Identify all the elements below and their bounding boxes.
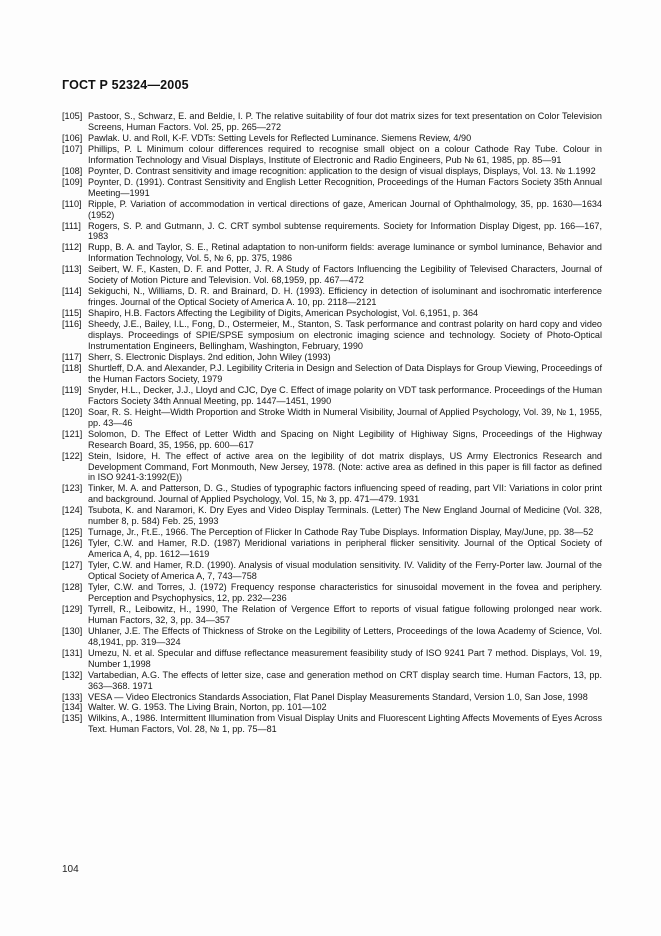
- reference-item: [62, 199, 602, 221]
- reference-number: [134]: [62, 702, 83, 713]
- reference-text: Tyrrell, R., Leibowitz, H., 1990, The Relation of Vergence Effort to reports of visual fatigue following prolonged near work. Human Factors, 32, 3, pp. 34—357: [88, 603, 602, 625]
- reference-item: [62, 221, 602, 243]
- reference-item: [62, 385, 602, 407]
- reference-text: Pawlak. U. and Roll, K-F. VDTs: Setting Levels for Reflected Luminance. Siemens Review, 4/90: [88, 132, 472, 143]
- reference-text: Vartabedian, A.G. The effects of letter size, case and generation method on CRT display search time. Human Factors, 13, pp. 363—368. 1971: [88, 669, 602, 691]
- reference-text: Sekiguchi, N., Williams, D. R. and Brainard, D. H. (1993). Efficiency in detection of isoluminant and isochromatic interference fringes. Journal of the Optical Society of America A. 10, pp. 2118—2121: [88, 286, 602, 308]
- reference-number: [114]: [62, 286, 82, 297]
- reference-list: [62, 111, 602, 735]
- reference-text: Rogers, S. P. and Gutmann, J. C. CRT symbol subtense requirements. Society for Information Display Digest, pp. 166—167, 1983: [88, 220, 602, 242]
- reference-number: [120]: [62, 406, 83, 417]
- reference-number: [105]: [62, 111, 83, 121]
- reference-item: [62, 308, 602, 319]
- reference-number: [132]: [62, 669, 83, 680]
- reference-text: Sherr, S. Electronic Displays. 2nd edition, John Wiley (1993): [88, 351, 331, 362]
- reference-text: Snyder, H.L., Decker, J.J., Lloyd and CJC, Dye C. Effect of image polarity on VDT task performance. Proceedings of the Human Factors Society 34th Annual Meeting, pp. 1447—1451, 1990: [88, 384, 602, 406]
- reference-item: [62, 363, 602, 385]
- reference-text: Tyler, C.W. and Hamer, R.D. (1990). Analysis of visual modulation sensitivity. IV. Validity of the Ferry-Porter law. Journal of the Optical Society of America A, 7, 743—758: [88, 560, 602, 582]
- reference-number: [121]: [62, 428, 83, 439]
- page-header-title: ГОСТ Р 52324—2005: [62, 78, 189, 92]
- reference-item: [62, 604, 602, 626]
- reference-item: [62, 286, 602, 308]
- reference-text: Sheedy, J.E., Bailey, I.L., Fong, D., Ostermeier, M., Stanton, S. Task performance and contrast polarity on hard copy and video displays. Proceedings of SPIE/SPSE symposium on electronic imaging science and technology. Society of Photo-Optical Instrumentation Engineers, Bellingham, Washington, February, 1990: [88, 319, 602, 352]
- reference-item: [62, 407, 602, 429]
- reference-number: [119]: [62, 384, 82, 395]
- reference-item: [62, 352, 602, 363]
- reference-text: Stein, Isidore, H. The effect of active area on the legibility of dot matrix displays, US Army Electronics Research and Development Command, Fort Monmouth, New Jersey, 1978. (Note: active area as defined in this paper is fill factor as defined in ISO 9241-3:1992(E)): [88, 450, 602, 483]
- reference-item: [62, 670, 602, 692]
- reference-text: Umezu, N. et al. Specular and diffuse reflectance measurement feasibility study of ISO 9241 Part 7 method. Displays, Vol. 19, Number 1,1998: [88, 647, 602, 669]
- reference-number: [113]: [62, 264, 82, 275]
- reference-number: [129]: [62, 603, 83, 614]
- reference-item: [62, 133, 602, 144]
- reference-item: [62, 264, 602, 286]
- reference-text: Soar, R. S. Height—Width Proportion and Stroke Width in Numeral Visibility, Journal of Applied Psychology, Vol. 39, № 1, 1955, pp. 43—46: [88, 406, 602, 428]
- reference-item: [62, 319, 602, 352]
- reference-text: Tyler, C.W. and Hamer, R.D. (1987) Meridional variations in peripheral flicker sensitivity. Journal of the Optical Society of America A, 4, pp. 1612—1619: [88, 538, 602, 560]
- reference-item: [62, 648, 602, 670]
- reference-text: Poynter, D. (1991). Contrast Sensitivity and English Letter Recognition, Proceedings of the Human Factors Society 35th Annual Meeting—1991: [88, 176, 602, 198]
- reference-item: [62, 144, 602, 166]
- reference-number: [116]: [62, 319, 82, 330]
- reference-number: [109]: [62, 176, 83, 187]
- reference-text: Ripple, P. Variation of accommodation in vertical directions of gaze, American Journal of Ophthalmology, 35, pp. 1630—1634 (1952): [88, 198, 602, 220]
- reference-number: [125]: [62, 527, 83, 538]
- reference-number: [111]: [62, 220, 81, 231]
- reference-number: [130]: [62, 625, 83, 636]
- reference-item: [62, 702, 602, 713]
- reference-number: [124]: [62, 505, 83, 516]
- reference-item: [62, 692, 602, 703]
- reference-item: [62, 582, 602, 604]
- reference-item: [62, 166, 602, 177]
- reference-text: Turnage, Jr., Ft.E., 1966. The Perception of Flicker In Cathode Ray Tube Displays. Information Display, May/June, pp. 38—52: [88, 527, 594, 538]
- reference-number: [128]: [62, 581, 83, 592]
- reference-item: [62, 177, 602, 199]
- reference-number: [107]: [62, 143, 83, 154]
- reference-item: [62, 242, 602, 264]
- reference-number: [115]: [62, 308, 82, 319]
- reference-text: Tyler, C.W. and Torres, J. (1972) Frequency response characteristics for sinusoidal movement in the fovea and periphery. Perception and Psychophysics, 12, pp. 232—236: [88, 581, 602, 603]
- reference-text: Tinker, M. A. and Patterson, D. G., Studies of typographic factors influencing speed of reading, part VII: Variations in color print and background. Journal of Applied Psychology, Vol. 15, № 3, pp. 471—479. 1931: [88, 483, 602, 505]
- reference-number: [127]: [62, 560, 83, 571]
- reference-item: [62, 111, 602, 133]
- reference-text: Rupp, B. A. and Taylor, S. E., Retinal adaptation to non-uniform fields: average luminance or symbol luminance, Behavior and Information Technology, Vol. 5, № 6, pp. 375, 1986: [88, 242, 602, 264]
- reference-item: [62, 451, 602, 484]
- reference-text: Tsubota, K. and Naramori, K. Dry Eyes and Video Display Terminals. (Letter) The New England Journal of Medicine (Vol. 328, number 8, p. 584) Feb. 25, 1993: [88, 505, 602, 527]
- page-number: 104: [62, 864, 79, 875]
- reference-number: [110]: [62, 198, 82, 209]
- reference-number: [131]: [62, 647, 83, 658]
- reference-text: Wilkins, A., 1986. Intermittent Illumination from Visual Display Units and Fluorescent Lighting Affects Movements of Eyes Across Text. Human Factors, Vol. 28, № 1, pp. 75—81: [88, 713, 602, 735]
- reference-text: VESA — Video Electronics Standards Association, Flat Panel Display Measurements Standard, Version 1.0, San Jose, 1998: [88, 691, 588, 702]
- reference-item: [62, 538, 602, 560]
- reference-item: [62, 429, 602, 451]
- reference-item: [62, 505, 602, 527]
- reference-number: [108]: [62, 165, 83, 176]
- reference-text: Walter. W. G. 1953. The Living Brain, Norton, pp. 101—102: [88, 702, 327, 713]
- reference-item: [62, 626, 602, 648]
- reference-text: Solomon, D. The Effect of Letter Width and Spacing on Night Legibility of Highiway Signs, Proceedings of the Highway Research Board, 35, 1956, pp. 600—617: [88, 428, 602, 450]
- reference-text: Uhlaner, J.E. The Effects of Thickness of Stroke on the Legibility of Letters, Proceedings of the Iowa Academy of Science, Vol. 48,1941, pp. 319—324: [88, 625, 602, 647]
- reference-text: Poynter, D. Contrast sensitivity and image recognition: application to the design of visual displays, Displays, Vol. 13. № 1.1992: [88, 165, 596, 176]
- reference-number: [135]: [62, 713, 83, 724]
- reference-item: [62, 483, 602, 505]
- reference-number: [106]: [62, 132, 83, 143]
- reference-item: [62, 713, 602, 735]
- reference-number: [118]: [62, 362, 82, 373]
- reference-number: [122]: [62, 450, 83, 461]
- reference-number: [117]: [62, 351, 82, 362]
- reference-number: [133]: [62, 691, 83, 702]
- reference-text: Shurtleff, D.A. and Alexander, P.J. Legibility Criteria in Design and Selection of Data Displays for Group Viewing, Proceedings of the Human Factors Society, 1979: [88, 362, 602, 384]
- reference-item: [62, 560, 602, 582]
- reference-number: [123]: [62, 483, 83, 494]
- reference-text: Shapiro, H.B. Factors Affecting the Legibility of Digits, American Psychologist, Vol. 6,1951, p. 364: [88, 308, 479, 319]
- reference-text: Pastoor, S., Schwarz, E. and Beldie, I. P. The relative suitability of four dot matrix sizes for text presentation on Color Television Screens, Human Factors. Vol. 25, pp. 265—272: [88, 111, 602, 132]
- reference-number: [112]: [62, 242, 82, 253]
- reference-text: Seibert, W. F., Kasten, D. F. and Potter, J. R. A Study of Factors Influencing the Legibility of Televised Characters, Journal of Society of Motion Picture and Television. Vol. 68,1959, pp. 467—472: [88, 264, 602, 286]
- reference-number: [126]: [62, 538, 83, 549]
- reference-item: [62, 527, 602, 538]
- reference-text: Phillips, P. L Minimum colour differences required to recognise small object on a colour Cathode Ray Tube. Colour in Information Technology and Visual Displays, Institute of Electronic and Radio Engineers, Pub № 61, 1985, pp. 85—91: [88, 143, 602, 165]
